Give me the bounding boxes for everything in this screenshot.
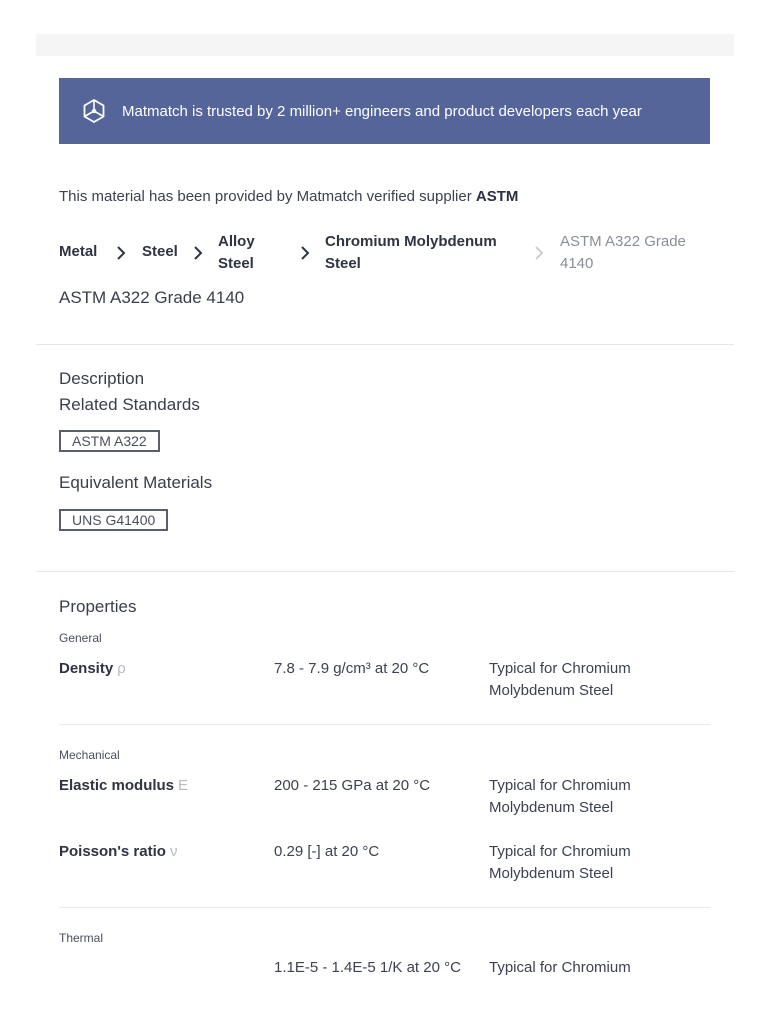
related-standards-heading: Related Standards — [59, 395, 200, 414]
description-heading: Description — [59, 369, 145, 388]
chevron-right-icon — [534, 246, 544, 260]
banner-text: Matmatch is trusted by 2 million+ engineers and product developers each year — [122, 102, 642, 120]
breadcrumb-item-metal[interactable]: Metal — [59, 243, 98, 260]
trust-banner — [59, 78, 710, 144]
property-symbol: ρ — [117, 660, 126, 677]
property-name-text: Density — [59, 660, 114, 677]
property-note-thermal-expansion: Typical for Chromium — [489, 959, 631, 976]
related-standard-tag[interactable]: ASTM A322 — [59, 430, 160, 452]
breadcrumb-item-alloy-steel[interactable]: Alloy Steel — [218, 233, 255, 272]
property-note-elastic-modulus: Typical for Chromium Molybdenum Steel — [489, 777, 631, 816]
property-name-poissons-ratio — [59, 843, 177, 860]
breadcrumb-item-current: ASTM A322 Grade 4140 — [560, 233, 686, 272]
equivalent-materials-heading: Equivalent Materials — [59, 473, 213, 492]
property-name-text: Poisson's ratio — [59, 843, 166, 860]
section-divider — [36, 571, 734, 572]
property-value-poissons-ratio: 0.29 [-] at 20 °C — [274, 843, 380, 860]
property-value-elastic-modulus: 200 - 215 GPa at 20 °C — [274, 777, 431, 794]
section-divider — [36, 344, 734, 345]
chevron-right-icon — [300, 246, 310, 260]
chevron-right-icon — [193, 246, 203, 260]
top-strip — [36, 34, 734, 56]
breadcrumb-item-steel[interactable]: Steel — [142, 243, 178, 260]
material-title: ASTM A322 Grade 4140 — [59, 288, 245, 307]
property-value-thermal-expansion: 1.1E-5 - 1.4E-5 1/K at 20 °C — [274, 959, 461, 976]
breadcrumb-item-chromium-molybdenum-steel[interactable]: Chromium Molybdenum Steel — [325, 233, 497, 272]
supplier-prefix: This material has been provided by Matmatch verified supplier — [59, 188, 476, 205]
property-group-label-thermal: Thermal — [59, 931, 104, 945]
chevron-right-icon — [116, 246, 126, 260]
property-symbol: E — [178, 777, 189, 794]
property-group-label-general: General — [59, 631, 102, 645]
equivalent-material-tag[interactable]: UNS G41400 — [59, 509, 168, 531]
property-value-density: 7.8 - 7.9 g/cm³ at 20 °C — [274, 660, 430, 677]
hexagon-network-icon — [81, 98, 107, 124]
property-name-text: Elastic modulus — [59, 777, 175, 794]
group-divider — [59, 907, 710, 908]
property-name-elastic-modulus — [59, 777, 188, 794]
property-name-density — [59, 660, 126, 677]
property-group-label-mechanical: Mechanical — [59, 748, 120, 762]
property-note-poissons-ratio: Typical for Chromium Molybdenum Steel — [489, 843, 631, 882]
supplier-name-link[interactable]: ASTM — [475, 188, 519, 205]
property-symbol: ν — [169, 843, 178, 860]
property-note-density: Typical for Chromium Molybdenum Steel — [489, 660, 631, 699]
properties-heading: Properties — [59, 597, 137, 616]
supplier-line — [59, 188, 518, 205]
group-divider — [59, 724, 710, 725]
